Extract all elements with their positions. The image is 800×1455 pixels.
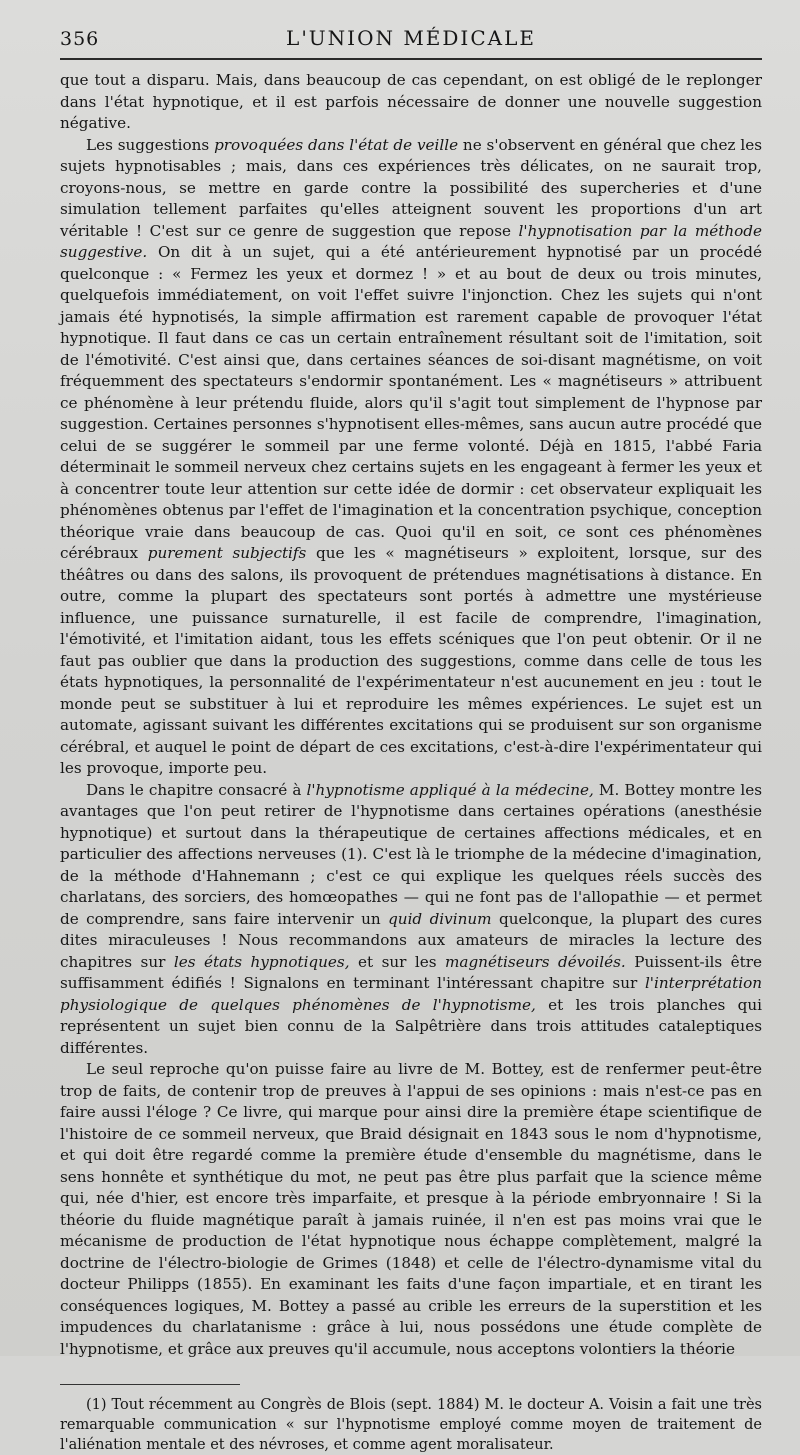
running-head — [60, 22, 762, 58]
paragraph-2-text-1: Les suggestions — [86, 135, 215, 154]
paragraph-3-text-6: et les trois planches qui représentent un sujet bien connu de la Salpêtrière dans trois attitudes cataleptiques différentes. — [60, 995, 762, 1057]
paragraph-4: Le seul reproche qu'on puisse faire au livre de M. Bottey, est de renfermer peut-être trop de faits, de contenir trop de preuves à l'appui de ses opinions : mais n'est-ce pas en faire aussi l'éloge ? Ce livre, qui marque pour ainsi dire la première étape scientifique de l'histoire de ce sommeil nerveux, que Braid désignait en 1843 sous le nom d'hypnotisme, et qui doit être regardé comme la première étude d'ensemble du magnétisme, dans le sens honnête et synthétique du mot, ne peut pas être plus parfait que la science même qui, née d'hier, est encore très imparfaite, et presque à la période embryonnaire ! Si la théorie du fluide magnétique paraît à jamais ruinée, il n'en est pas moins vrai que le mécanisme de production de l'état hypnotique nous échappe complètement, malgré la doctrine de l'électro-biologie de Grimes (1848) et celle de l'électro-dynamisme vital du docteur Philipps (1855). En examinant les faits d'une façon impartiale, et en tirant les conséquences logiques, M. Bottey a passé au crible les erreurs de la superstition et les impudences du charlatanisme : grâce à lui, nous possédons une étude complète de l'hypnotisme, et grâce aux preuves qu'il accumule, nous acceptons volontiers la théorie — [60, 1060, 762, 1358]
paragraph-3 — [60, 780, 762, 1060]
paragraph-2-italic-1: provoquées dans l'état de veille — [214, 135, 459, 154]
paragraph-2 — [60, 135, 762, 780]
footnote-rule — [60, 1384, 240, 1385]
paragraph-3-italic-1: l'hypnotisme appliqué à la médecine, — [306, 780, 594, 799]
paragraph-3-text-3: quelconque, la plupart des cures dites miraculeuses ! Nous recommandons aux amateurs de miracles la lecture des chapitres sur — [60, 909, 762, 971]
journal-title: L'UNION MÉDICALE — [286, 26, 536, 50]
paragraph-2-text-4: que les « magnétiseurs » exploitent, lorsque, sur des théâtres ou dans des salons, ils provoquent de prétendues magnétisations à distance. En outre, comme la plupart des spectateurs sont portés à admettre une mystérieuse influence, une puissance surnaturelle, il est facile de comprendre, l'imagination, l'émotivité, et l'imitation aidant, tous les effets scéniques que l'on peut obtenir. Or il ne faut pas oublier que dans la production des suggestions, comme dans celle de tous les états hypnotiques, la personnalité de l'expérimentateur n'est aucunement en jeu : tout le monde peut se substituer à lui et reproduire les mêmes expériences. Le sujet est un automate, agissant suivant les différentes excitations qui se produisent sur son organisme cérébral, et auquel le point de départ de ces excitations, c'est-à-dire l'expérimentateur qui les provoque, importe peu. — [60, 544, 763, 777]
paragraph-3-italic-3: les états hypnotiques, — [173, 952, 350, 971]
paragraph-2-text-3: On dit à un sujet, qui a été antérieurement hypnotisé par un procédé quelconque : « Fermez les yeux et dormez ! » et au bout de deux ou trois minutes, quelquefois immédiatement, on voit l'effet suivre l'injonction. Chez les sujets qui n'ont jamais été hypnotisés, la simple affirmation est rarement capable de provoquer l'état hypnotique. Il faut dans ce cas un certain entraînement résultant soit de l'imitation, soit de l'émotivité. C'est ainsi que, dans certaines séances de soi-disant magnétisme, on voit fréquemment des spectateurs s'endormir spontanément. Les « magnétiseurs » attribuent ce phénomène à leur prétendu fluide, alors qu'il s'agit tout simplement de l'hypnose par suggestion. Certaines personnes s'hypnotisent elles-mêmes, sans aucun autre procédé que celui de se suggérer le sommeil par une ferme volonté. Déjà en 1815, l'abbé Faria déterminait le sommeil nerveux chez certains sujets en les engageant à fermer les yeux et à concentrer toute leur attention sur cette idée de dormir : cet observateur expliquait les phénomènes obtenus par l'effet de l'imagination et la concentration psychique, conception théorique vraie dans beaucoup de cas. Quoi qu'il en soit, ce sont ces phénomènes cérébraux — [60, 243, 762, 562]
article-body — [60, 70, 762, 1360]
paragraph-3-italic-4: magnétiseurs dévoilés. — [445, 952, 626, 971]
header-rule — [60, 58, 762, 60]
paragraph-3-text-4: et sur les — [349, 952, 445, 971]
paragraph-3-italic-2: quid divinum — [388, 909, 492, 928]
paragraph-3-text-2: M. Bottey montre les avantages que l'on peut retirer de l'hypnotisme dans certaines opérations (anesthésie hypnotique) et surtout dans la thérapeutique de certaines affections médicales, et en particulier des affections nerveuses (1). C'est là le triomphe de la médecine d'imagination, de la méthode d'Hahnemann ; c'est ce qui explique les quelques réels succès des charlatans, des sorciers, des homœopathes — qui ne font pas de l'allopathie — et permet de comprendre, sans faire intervenir un — [60, 780, 762, 928]
paragraph-3-text-1: Dans le chapitre consacré à — [86, 780, 307, 799]
footnote-1: (1) Tout récemment au Congrès de Blois (sept. 1884) M. le docteur A. Voisin a fait une très remarquable communication « sur l'hypnotisme employé comme moyen de traitement de l'aliénation mentale et des névroses, et comme agent moralisateur. — [60, 1397, 762, 1453]
paragraph-2-italic-2: l'hypnotisation par la méthode suggestive. — [60, 221, 763, 261]
paragraph-3-text-5: Puissent-ils être suffisamment édifiés ! Signalons en terminant l'intéressant chapitre sur — [60, 952, 762, 992]
paragraph-2-text-2: ne s'observent en général que chez les sujets hypnotisables ; mais, dans ces expériences très délicates, on ne saurait trop, croyons-nous, se mettre en garde contre la possibilité des supercheries et d'une simulation tellement parfaites qu'elles atteignent souvent les proportions d'un art véritable ! C'est sur ce genre de suggestion que repose — [60, 135, 762, 240]
page-number: 356 — [60, 28, 100, 50]
paragraph-1: que tout a disparu. Mais, dans beaucoup de cas cependant, on est obligé de le replonger dans l'état hypnotique, et il est parfois nécessaire de donner une nouvelle suggestion négative. — [60, 71, 762, 132]
paragraph-3-italic-5: l'interprétation physiologique de quelques phénomènes de l'hypnotisme, — [60, 974, 762, 1014]
paragraph-2-italic-3: purement subjectifs — [147, 544, 307, 562]
